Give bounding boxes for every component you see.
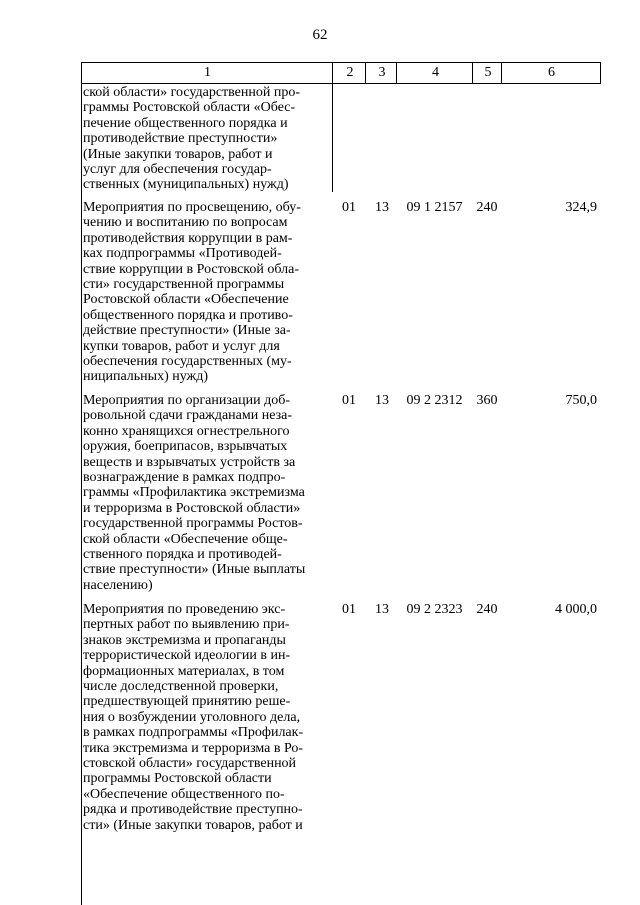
section-code: 01 — [342, 200, 356, 215]
column-header-1: 1 — [204, 65, 211, 80]
column-divider — [501, 62, 502, 84]
section-code: 01 — [342, 393, 356, 408]
amount: 750,0 — [565, 393, 597, 408]
table-border-right — [600, 62, 601, 84]
target-article-code: 09 1 2157 — [406, 200, 463, 215]
expense-type-code: 360 — [476, 393, 498, 408]
amount: 4 000,0 — [555, 602, 597, 617]
subsection-code: 13 — [375, 602, 389, 617]
column-divider — [472, 62, 473, 84]
row-description: Мероприятия по просвещению, обу- чению и воспитанию по вопросам противодействия коррупции в рам- ках подпрограммы «Противодей- ствие коррупции в Ростовской обла- сти» государственной программы Ростовской области «Обеспечение общественного порядка и противо- действие преступности» (Иные за- купки товаров, работ и услуг для обеспечения государственных (му- ниципальных) нужд) — [83, 200, 301, 385]
column-divider — [365, 62, 366, 84]
table-header-row — [81, 62, 601, 84]
page-number: 62 — [312, 27, 328, 43]
column-header-4: 4 — [432, 65, 439, 80]
table-border-left — [81, 62, 82, 905]
subsection-code: 13 — [375, 200, 389, 215]
expense-type-code: 240 — [476, 602, 498, 617]
column-divider — [332, 62, 333, 192]
target-article-code: 09 2 2323 — [406, 602, 463, 617]
target-article-code: 09 2 2312 — [406, 393, 463, 408]
section-code: 01 — [342, 602, 356, 617]
amount: 324,9 — [565, 200, 597, 215]
budget-table — [81, 62, 601, 905]
column-header-2: 2 — [346, 65, 354, 80]
column-header-6: 6 — [548, 65, 555, 80]
subsection-code: 13 — [375, 393, 389, 408]
column-header-5: 5 — [484, 65, 492, 80]
row-description: Мероприятия по проведению экс- пертных работ по выявлению при- знаков экстремизма и пропаганды террористической идеологии в ин- формационных материалах, в том числе доследственной проверки, предшествующей принятию реше- ния о возбуждении уголовного дела, в рамках подпрограммы «Профилак- тика экстремизма и терроризма в Ро- стовской области» государственной программы Ростовской области «Обеспечение общественного по- рядка и противодействие преступно- сти» (Иные закупки товаров, работ и — [83, 602, 304, 833]
row-description: ской области» государственной про- граммы Ростовской области «Обес- печение общественного порядка и противодействие преступности» (Иные закупки товаров, работ и услуг для обеспечения государ- ственных (муниципальных) нужд) — [83, 85, 301, 193]
column-header-3: 3 — [378, 65, 386, 80]
row-description: Мероприятия по организации доб- ровольной сдачи гражданами неза- конно хранящихся огнестрельного оружия, боеприпасов, взрывчатых веществ и взрывчатых устройств за вознаграждение в рамках подпро- граммы «Профилактика экстремизма и терроризма в Ростовской области» государственной программы Ростов- ской области «Обеспечение обще- ственного порядка и противодей- ствие преступности» (Иные выплаты населению) — [83, 393, 306, 593]
column-divider — [396, 62, 397, 84]
expense-type-code: 240 — [476, 200, 498, 215]
